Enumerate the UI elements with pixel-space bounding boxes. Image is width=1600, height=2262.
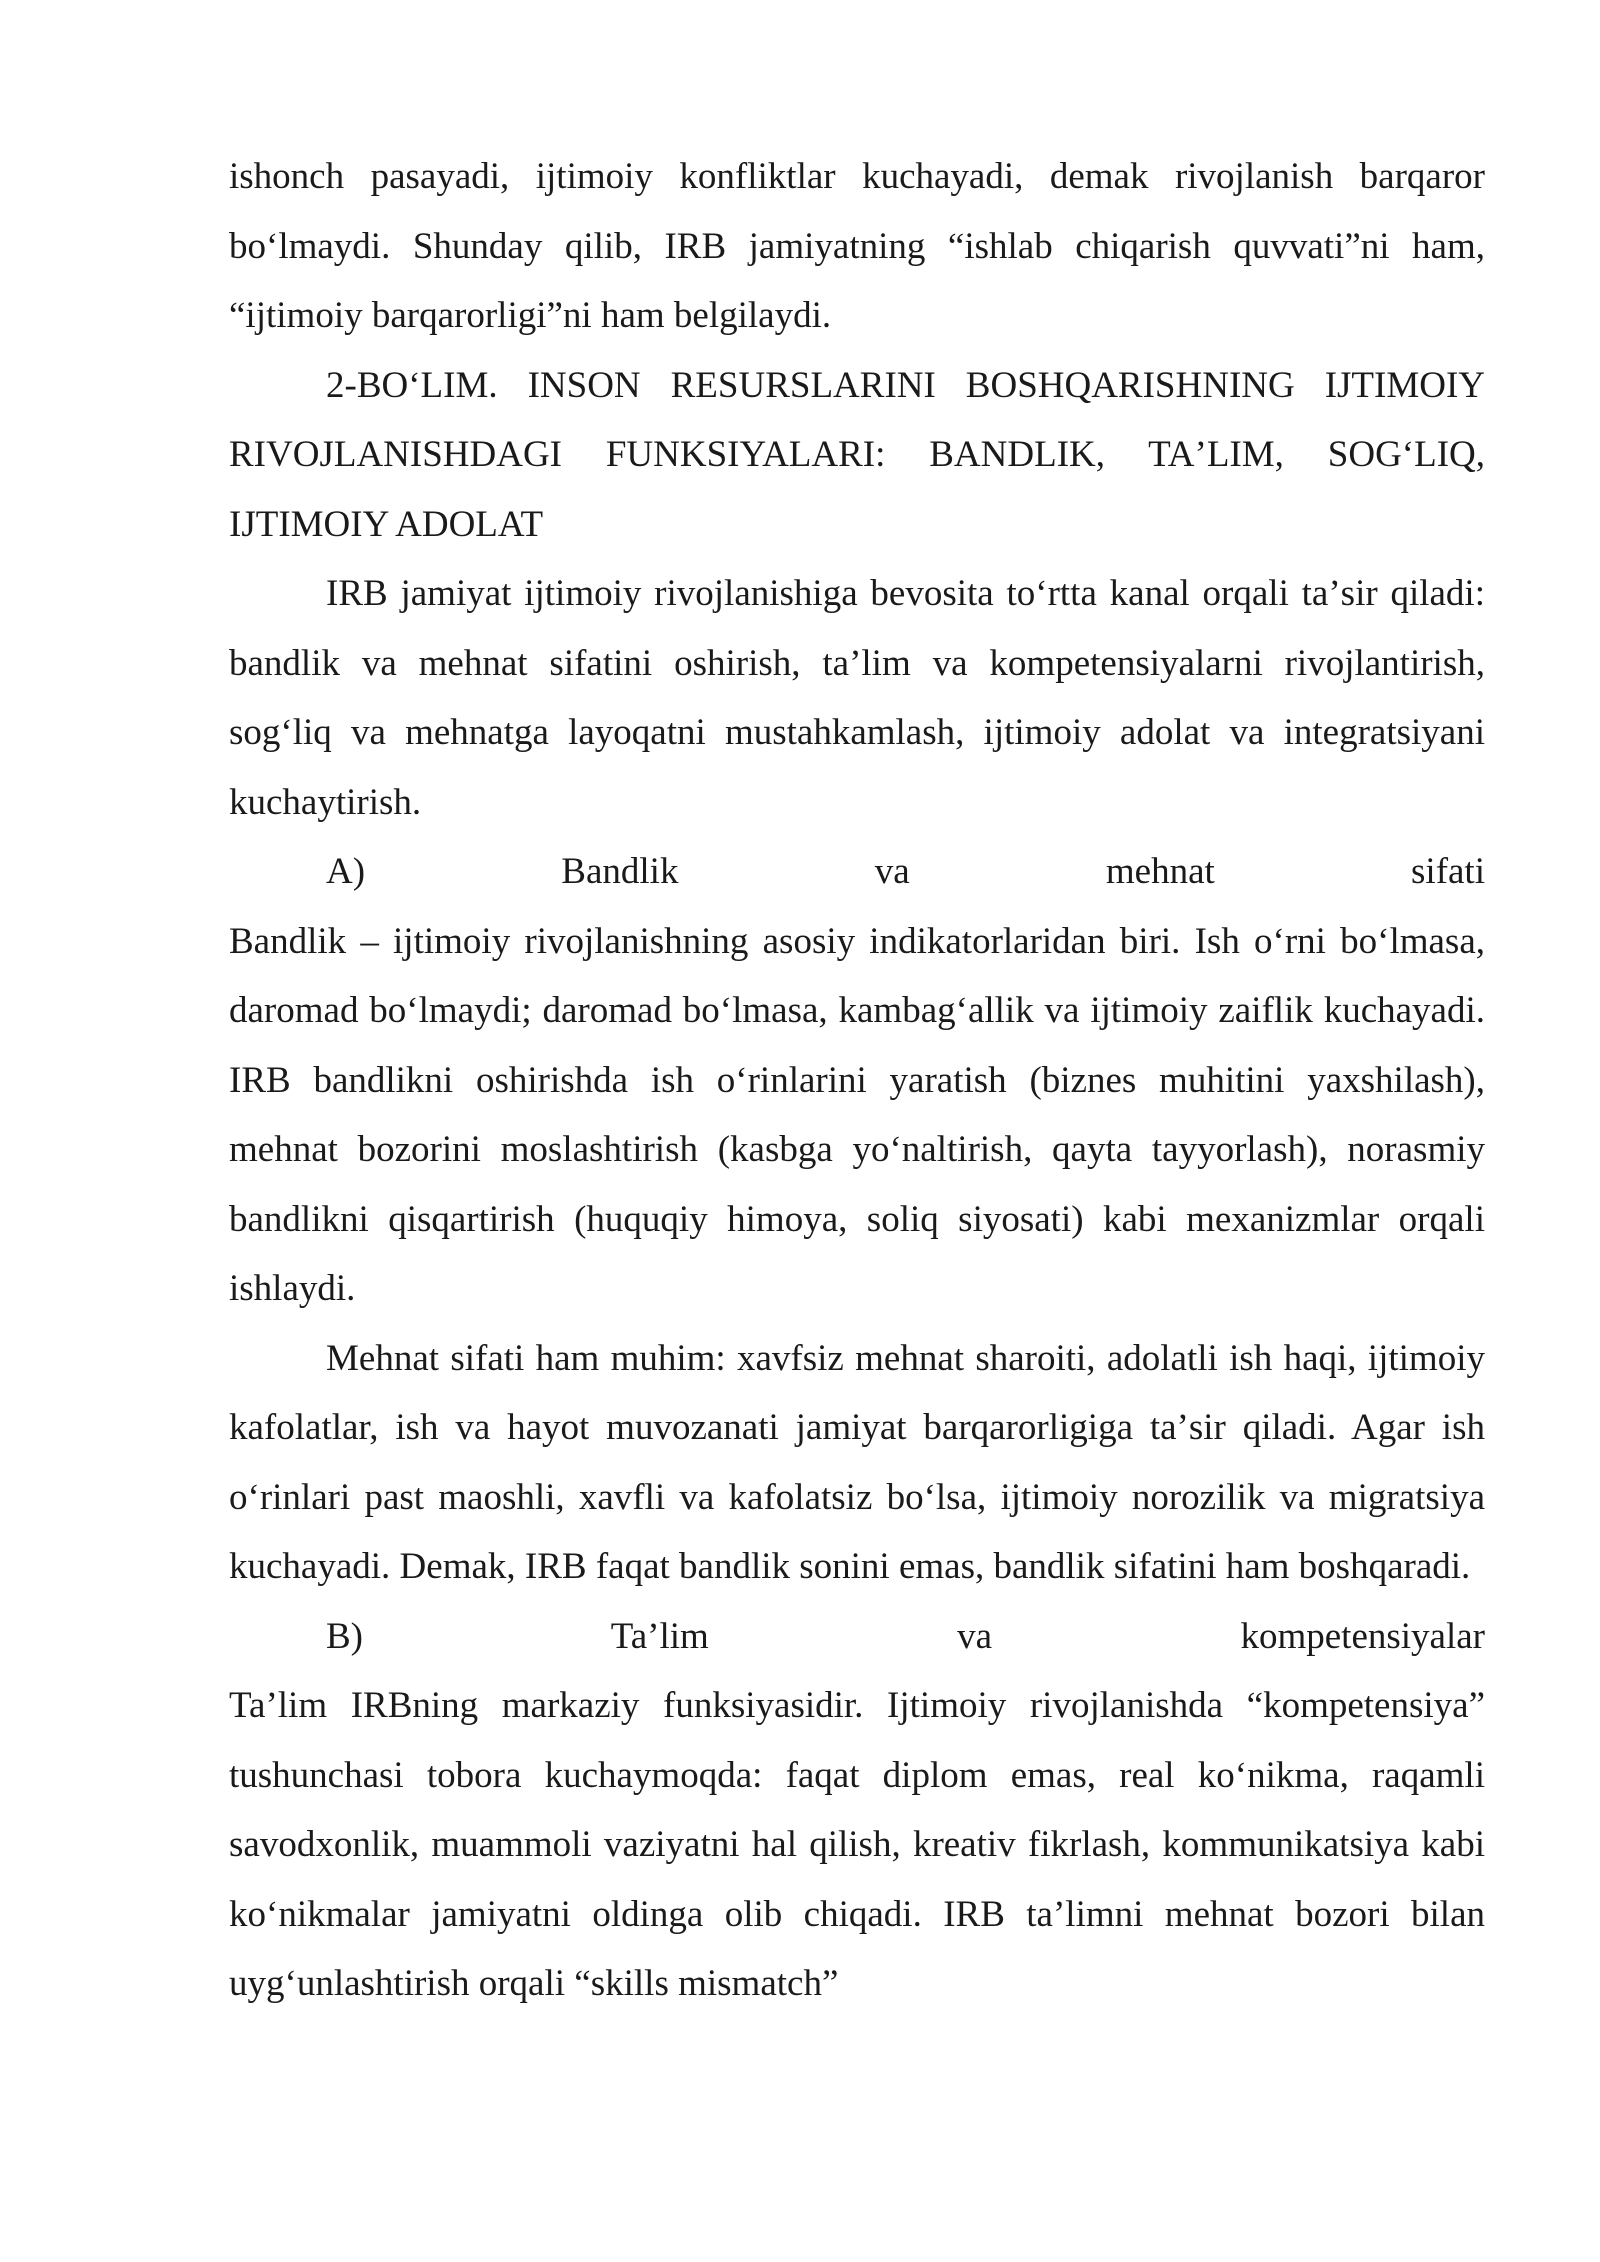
paragraph-section-2-intro: IRB jamiyat ijtimoiy rivojlanishiga bevosita toʻrtta kanal orqali taʼsir qiladi: bandlik va mehnat sifatini oshirish, taʼlim va kompetensiyalarni rivojlantirish, sogʻliq va mehnatga layoqatni mustahkamlash, ijtimoiy adolat va integratsiyani kuchaytirish. — [229, 573, 1485, 823]
paragraph-subsection-a-body: Bandlik – ijtimoiy rivojlanishning asosiy indikatorlaridan biri. Ish oʻrni boʻlmasa, daromad boʻlmaydi; daromad boʻlmasa, kambagʻallik va ijtimoiy zaiflik kuchayadi. IRB bandlikni oshirishda ish oʻrinlarini yaratish (biznes muhitini yaxshilash), mehnat bozorini moslashtirish (kasbga yoʻnaltirish, qayta tayyorlash), norasmiy bandlikni qisqartirish (huquqiy himoya, soliq siyosati) kabi mexanizmlar orqali ishlaydi. — [229, 920, 1485, 1309]
paragraph-intro-continued: ishonch pasayadi, ijtimoiy konfliktlar kuchayadi, demak rivojlanish barqaror boʻlmaydi. Shunday qilib, IRB jamiyatning “ishlab chiqarish quvvati”ni ham, “ijtimoiy barqarorligi”ni ham belgilaydi. — [229, 156, 1485, 336]
document-page — [229, 142, 1485, 2019]
section-2-heading: 2-BOʻLIM. INSON RESURSLARINI BOSHQARISHNING IJTIMOIY RIVOJLANISHDAGI FUNKSIYALARI: BANDLIK, TAʼLIM, SOGʻLIQ, IJTIMOIY ADOLAT — [229, 364, 1485, 545]
subsection-b-title: B) Taʼlim va kompetensiyalar — [326, 1615, 1485, 1657]
paragraph-subsection-b-body: Taʼlim IRBning markaziy funksiyasidir. Ijtimoiy rivojlanishda “kompetensiya” tushunchasi tobora kuchaymoqda: faqat diplom emas, real koʻnikma, raqamli savodxonlik, muammoli vaziyatni hal qilish, kreativ fikrlash, kommunikatsiya kabi koʻnikmalar jamiyatni oldinga olib chiqadi. IRB taʼlimni mehnat bozori bilan uygʻunlashtirish orqali “skills mismatch” — [229, 1685, 1485, 2004]
paragraph-subsection-a-quality: Mehnat sifati ham muhim: xavfsiz mehnat sharoiti, adolatli ish haqi, ijtimoiy kafolatlar, ish va hayot muvozanati jamiyat barqarorligiga taʼsir qiladi. Agar ish oʻrinlari past maoshli, xavfli va kafolatsiz boʻlsa, ijtimoiy norozilik va migratsiya kuchayadi. Demak, IRB faqat bandlik sonini emas, bandlik sifatini ham boshqaradi. — [229, 1337, 1485, 1587]
subsection-a-title: A) Bandlik va mehnat sifati — [326, 851, 1485, 892]
